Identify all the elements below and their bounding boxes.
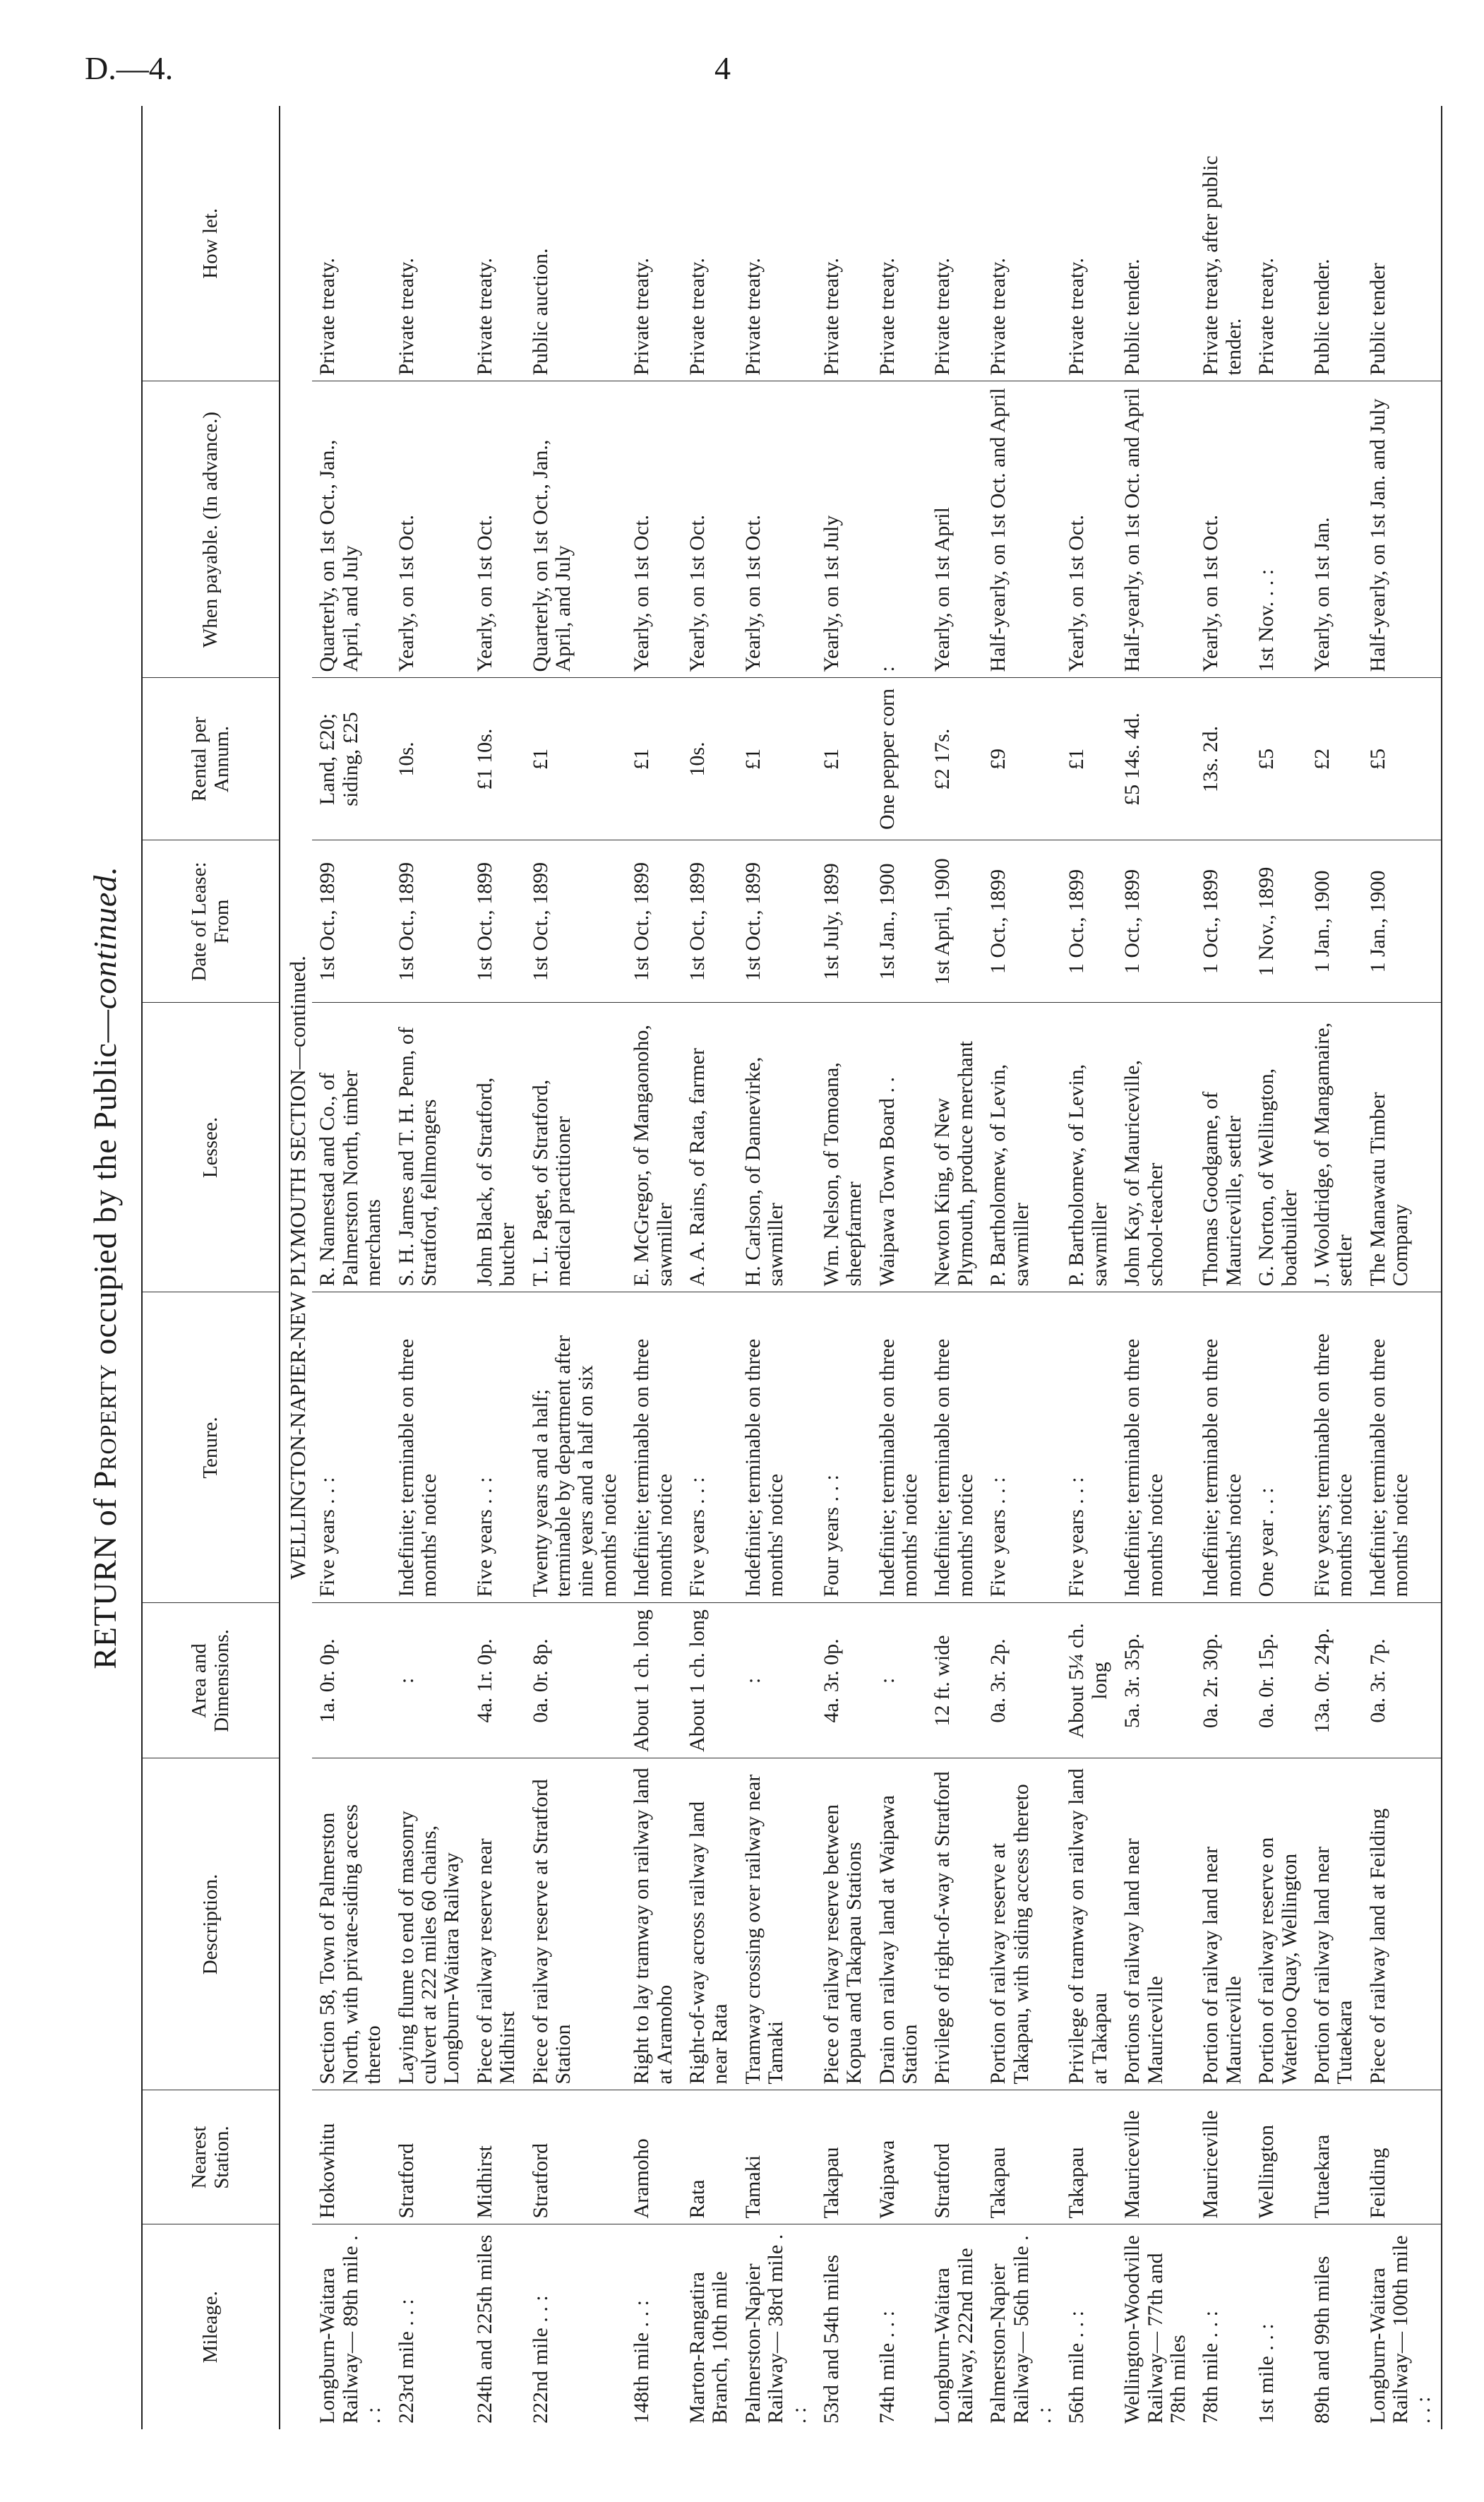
table-row (391, 106, 469, 2429)
cell-payable: Yearly, on 1st Oct. (682, 381, 738, 678)
cell-station: Wellington (1251, 2090, 1307, 2224)
table-row (626, 106, 682, 2429)
cell-date: 1st Oct., 1899 (391, 840, 469, 1003)
cell-tenure: Five years . . : (682, 1292, 738, 1603)
cell-date: 1 Oct., 1899 (1061, 840, 1117, 1003)
title-italic: continued. (87, 866, 123, 1010)
rotated-page (78, 106, 1435, 2429)
cell-howlet: Public tender. (1307, 106, 1363, 381)
cell-rental: £5 14s. 4d. (1117, 678, 1195, 840)
table-row (525, 106, 627, 2429)
cell-lessee: T. L. Paget, of Stratford, medical practitioner (525, 1003, 627, 1292)
cell-station: Aramoho (626, 2090, 682, 2224)
cell-howlet: Private treaty. (1251, 106, 1307, 381)
cell-area: 0a. 3r. 7p. (1363, 1603, 1442, 1758)
cell-description: Right to lay tramway on railway land at Aramoho (626, 1758, 682, 2090)
cell-description: Privilege of tramway on railway land at Takapau (1061, 1758, 1117, 2090)
cell-mileage: 74th mile . . : (875, 2311, 899, 2424)
cell-payable: Half-yearly, on 1st Jan. and July (1363, 381, 1442, 678)
cell-date: 1st Oct., 1899 (469, 840, 525, 1003)
cell-rental: £5 (1363, 678, 1442, 840)
cell-howlet: Private treaty, after public tender. (1195, 106, 1251, 381)
cell-rental: £1 (738, 678, 816, 840)
cell-rental: £1 (816, 678, 872, 840)
cell-lessee: J. Wooldridge, of Mangamaire, settler (1307, 1003, 1363, 1292)
cell-description: Piece of railway reserve near Midhirst (469, 1758, 525, 2090)
cell-rental: £2 17s. (927, 678, 983, 840)
table-row (816, 106, 872, 2429)
cell-description: Right-of-way across railway land near Rata (682, 1758, 738, 2090)
cell-mileage: Longburn-Waitara Railway— 89th mile . . : (316, 2235, 385, 2424)
column-header: Description. (142, 1758, 280, 2090)
cell-area: 4a. 3r. 0p. (816, 1603, 872, 1758)
cell-date: 1st Oct., 1899 (626, 840, 682, 1003)
page-title (86, 106, 124, 2429)
cell-area: 0a. 3r. 2p. (983, 1603, 1061, 1758)
cell-payable: Yearly, on 1st Jan. (1307, 381, 1363, 678)
cell-description: Portions of railway land near Mauriceville (1117, 1758, 1195, 2090)
cell-rental: £1 (1061, 678, 1117, 840)
cell-description: Tramway crossing over railway near Tamaki (738, 1758, 816, 2090)
cell-rental: £1 (626, 678, 682, 840)
cell-payable: Quarterly, on 1st Oct., Jan., April, and July (312, 381, 390, 678)
cell-rental: £2 (1307, 678, 1363, 840)
cell-tenure: Indefinite; terminable on three months' notice (1363, 1292, 1442, 1603)
cell-description: Portion of railway land near Mauriceville (1195, 1758, 1251, 2090)
cell-mileage: 89th and 99th miles (1310, 2256, 1334, 2424)
cell-area: 0a. 0r. 15p. (1251, 1603, 1307, 1758)
cell-tenure: Five years; terminable on three months' notice (1307, 1292, 1363, 1603)
cell-description: Portion of railway reserve at Takapau, with siding access thereto (983, 1758, 1061, 2090)
cell-mileage: 53rd and 54th miles (819, 2254, 843, 2424)
cell-station: Tutaekara (1307, 2090, 1363, 2224)
title-smallcaps: Property (87, 1363, 123, 1489)
cell-mileage: Marton-Rangatira Branch, 10th mile (685, 2271, 732, 2424)
column-header: Date of Lease: From (142, 840, 280, 1003)
cell-payable: Yearly, on 1st Oct. (469, 381, 525, 678)
cell-lessee: Newton King, of New Plymouth, produce merchant (927, 1003, 983, 1292)
cell-mileage: Palmerston-Napier Railway— 38rd mile . . : (741, 2234, 810, 2424)
cell-tenure: Indefinite; terminable on three months' notice (1117, 1292, 1195, 1603)
cell-date: 1st Oct., 1899 (312, 840, 390, 1003)
cell-lessee: P. Bartholomew, of Levin, sawmiller (1061, 1003, 1117, 1292)
cell-lessee: S. H. James and T. H. Penn, of Stratford, fellmongers (391, 1003, 469, 1292)
cell-station: Takapau (1061, 2090, 1117, 2224)
cell-mileage: 1st mile . . : (1255, 2323, 1279, 2424)
cell-payable: Yearly, on 1st Oct. (391, 381, 469, 678)
cell-station: Midhirst (469, 2090, 525, 2224)
table-header-row (142, 106, 280, 2429)
cell-tenure: One year . . : (1251, 1292, 1307, 1603)
cell-payable: Yearly, on 1st Oct. (1061, 381, 1117, 678)
table-row (682, 106, 738, 2429)
cell-payable: : (872, 381, 928, 678)
cell-howlet: Private treaty. (469, 106, 525, 381)
cell-station: Hokowhitu (312, 2090, 390, 2224)
column-header: Mileage. (142, 2224, 280, 2429)
cell-howlet: Private treaty. (312, 106, 390, 381)
column-header: How let. (142, 106, 280, 381)
cell-area: 1a. 0r. 0p. (312, 1603, 390, 1758)
cell-area: : (391, 1603, 469, 1758)
cell-date: 1 Jan., 1900 (1363, 840, 1442, 1003)
cell-howlet: Private treaty. (1061, 106, 1117, 381)
cell-lessee: R. Nannestad and Co., of Palmerston North, timber merchants (312, 1003, 390, 1292)
cell-station: Feilding (1363, 2090, 1442, 2224)
cell-lessee: P. Bartholomew, of Levin, sawmiller (983, 1003, 1061, 1292)
cell-area: About 1 ch. long (682, 1603, 738, 1758)
cell-description: Piece of railway reserve at Stratford Station (525, 1758, 627, 2090)
cell-payable: Half-yearly, on 1st Oct. and April (983, 381, 1061, 678)
cell-date: 1st Oct., 1899 (738, 840, 816, 1003)
table-row (1061, 106, 1117, 2429)
document-reference: D.—4. (85, 50, 174, 86)
cell-station: Stratford (391, 2090, 469, 2224)
cell-howlet: Public tender (1363, 106, 1442, 381)
cell-lessee: E. McGregor, of Mangaonoho, sawmiller (626, 1003, 682, 1292)
cell-howlet: Private treaty. (738, 106, 816, 381)
table-row (738, 106, 816, 2429)
cell-rental: £1 10s. (469, 678, 525, 840)
cell-tenure: Five years . . : (983, 1292, 1061, 1603)
cell-station: Stratford (927, 2090, 983, 2224)
column-header: Rental per Annum. (142, 678, 280, 840)
cell-date: 1st Oct., 1899 (682, 840, 738, 1003)
table-row (312, 106, 390, 2429)
cell-date: 1st Oct., 1899 (525, 840, 627, 1003)
cell-tenure: Four years . . : (816, 1292, 872, 1603)
cell-howlet: Public tender. (1117, 106, 1195, 381)
cell-howlet: Private treaty. (626, 106, 682, 381)
cell-rental: 10s. (682, 678, 738, 840)
cell-station: Rata (682, 2090, 738, 2224)
cell-payable: 1st Nov. . . : (1251, 381, 1307, 678)
cell-date: 1st July, 1899 (816, 840, 872, 1003)
cell-date: 1st April, 1900 (927, 840, 983, 1003)
cell-rental: 13s. 2d. (1195, 678, 1251, 840)
cell-station: Takapau (816, 2090, 872, 2224)
cell-lessee: The Manawatu Timber Company (1363, 1003, 1442, 1292)
cell-mileage: Wellington-Woodville Railway— 77th and 78th miles (1120, 2235, 1190, 2424)
cell-tenure: Indefinite; terminable on three months' notice (738, 1292, 816, 1603)
cell-payable: Yearly, on 1st April (927, 381, 983, 678)
cell-description: Portion of railway land near Tutaekara (1307, 1758, 1363, 2090)
column-header: Tenure. (142, 1292, 280, 1603)
cell-lessee: Wm. Nelson, of Tomoana, sheepfarmer (816, 1003, 872, 1292)
cell-date: 1st Jan., 1900 (872, 840, 928, 1003)
cell-tenure: Five years . . : (312, 1292, 390, 1603)
cell-station: Tamaki (738, 2090, 816, 2224)
cell-payable: Half-yearly, on 1st Oct. and April (1117, 381, 1195, 678)
cell-mileage: 56th mile . . : (1065, 2311, 1089, 2424)
cell-lessee: John Kay, of Mauriceville, school-teacher (1117, 1003, 1195, 1292)
cell-mileage: 223rd mile . . : (394, 2299, 418, 2424)
cell-area: About 5¼ ch. long (1061, 1603, 1117, 1758)
cell-area: 13a. 0r. 24p. (1307, 1603, 1363, 1758)
column-header: When payable. (In advance.) (142, 381, 280, 678)
cell-payable: Yearly, on 1st Oct. (626, 381, 682, 678)
cell-howlet: Private treaty. (816, 106, 872, 381)
cell-station: Stratford (525, 2090, 627, 2224)
cell-lessee: G. Norton, of Wellington, boatbuilder (1251, 1003, 1307, 1292)
cell-rental: £5 (1251, 678, 1307, 840)
cell-tenure: Twenty years and a half; terminable by department after nine years and a half on six months' notice (525, 1292, 627, 1603)
cell-date: 1 Oct., 1899 (1195, 840, 1251, 1003)
cell-mileage: 78th mile . . : (1199, 2311, 1223, 2424)
cell-howlet: Private treaty. (983, 106, 1061, 381)
table-row (1117, 106, 1195, 2429)
cell-mileage: Longburn-Waitara Railway— 100th mile . . : (1363, 2224, 1442, 2429)
column-header: Nearest Station. (142, 2090, 280, 2224)
cell-description: Drain on railway land at Waipawa Station (872, 1758, 928, 2090)
cell-description: Piece of railway land at Feilding (1363, 1758, 1442, 2090)
cell-tenure: Five years . . : (469, 1292, 525, 1603)
cell-area: : (738, 1603, 816, 1758)
cell-lessee: Waipawa Town Board . . (872, 1003, 928, 1292)
table-row (1195, 106, 1251, 2429)
column-header: Lessee. (142, 1003, 280, 1292)
section-heading: WELLINGTON-NAPIER-NEW PLYMOUTH SECTION—continued. (285, 955, 310, 1580)
cell-payable: Yearly, on 1st July (816, 381, 872, 678)
cell-area: 0a. 0r. 8p. (525, 1603, 627, 1758)
cell-station: Mauriceville (1117, 2090, 1195, 2224)
cell-howlet: Public auction. (525, 106, 627, 381)
page-number: 4 (714, 50, 731, 86)
cell-payable: Yearly, on 1st Oct. (1195, 381, 1251, 678)
cell-area: 5a. 3r. 35p. (1117, 1603, 1195, 1758)
property-table (141, 106, 1442, 2429)
table-body (280, 106, 1442, 2429)
cell-mileage: Longburn-Waitara Railway, 222nd mile (931, 2248, 977, 2424)
table-row (1307, 106, 1363, 2429)
cell-rental: £9 (983, 678, 1061, 840)
cell-payable: Yearly, on 1st Oct. (738, 381, 816, 678)
table-row (1251, 106, 1307, 2429)
column-header: Area and Dimensions. (142, 1603, 280, 1758)
cell-rental: 10s. (391, 678, 469, 840)
cell-mileage: Palmerston-Napier Railway— 56th mile . . : (986, 2235, 1056, 2424)
cell-tenure: Indefinite; terminable on three months' notice (626, 1292, 682, 1603)
cell-description: Piece of railway reserve between Kopua and Takapau Stations (816, 1758, 872, 2090)
table-row (469, 106, 525, 2429)
cell-area: About 1 ch. long (626, 1603, 682, 1758)
cell-howlet: Private treaty. (872, 106, 928, 381)
cell-station: Waipawa (872, 2090, 928, 2224)
cell-description: Laying flume to end of masonry culvert at 222 miles 60 chains, Longburn-Waitara Railway (391, 1758, 469, 2090)
section-heading-row (280, 106, 312, 2429)
cell-lessee: John Black, of Stratford, butcher (469, 1003, 525, 1292)
cell-tenure: Indefinite; terminable on three months' notice (391, 1292, 469, 1603)
table-row (1363, 106, 1442, 2429)
cell-howlet: Private treaty. (391, 106, 469, 381)
cell-area: 0a. 2r. 30p. (1195, 1603, 1251, 1758)
cell-description: Portion of railway reserve on Waterloo Quay, Wellington (1251, 1758, 1307, 2090)
cell-lessee: A. A. Rains, of Rata, farmer (682, 1003, 738, 1292)
cell-tenure: Indefinite; terminable on three months' notice (1195, 1292, 1251, 1603)
cell-lessee: Thomas Goodgame, of Mauriceville, settler (1195, 1003, 1251, 1292)
cell-date: 1 Oct., 1899 (983, 840, 1061, 1003)
cell-area: 12 ft. wide (927, 1603, 983, 1758)
cell-station: Takapau (983, 2090, 1061, 2224)
table-row (927, 106, 983, 2429)
table-row (872, 106, 928, 2429)
cell-area: : (872, 1603, 928, 1758)
cell-rental: £1 (525, 678, 627, 840)
cell-date: 1 Oct., 1899 (1117, 840, 1195, 1003)
cell-mileage: 224th and 225th miles (472, 2234, 496, 2424)
cell-mileage: 222nd mile . . : (528, 2295, 552, 2424)
cell-tenure: Indefinite; terminable on three months' notice (872, 1292, 928, 1603)
cell-date: 1 Nov., 1899 (1251, 840, 1307, 1003)
cell-tenure: Indefinite; terminable on three months' notice (927, 1292, 983, 1603)
cell-howlet: Private treaty. (927, 106, 983, 381)
title-prefix: RETURN of (87, 1497, 123, 1669)
cell-date: 1 Jan., 1900 (1307, 840, 1363, 1003)
cell-description: Section 58, Town of Palmerston North, with private-siding access thereto (312, 1758, 390, 2090)
cell-tenure: Five years . . : (1061, 1292, 1117, 1603)
cell-lessee: H. Carlson, of Dannevirke, sawmiller (738, 1003, 816, 1292)
cell-rental: Land, £20; siding, £25 (312, 678, 390, 840)
title-middle: occupied by the Public— (87, 1009, 123, 1355)
cell-mileage: 148th mile . . : (630, 2300, 654, 2424)
cell-area: 4a. 1r. 0p. (469, 1603, 525, 1758)
table-row (983, 106, 1061, 2429)
cell-description: Privilege of right-of-way at Stratford (927, 1758, 983, 2090)
cell-payable: Quarterly, on 1st Oct., Jan., April, and July (525, 381, 627, 678)
cell-howlet: Private treaty. (682, 106, 738, 381)
cell-station: Mauriceville (1195, 2090, 1251, 2224)
cell-rental: One pepper corn (872, 678, 928, 840)
